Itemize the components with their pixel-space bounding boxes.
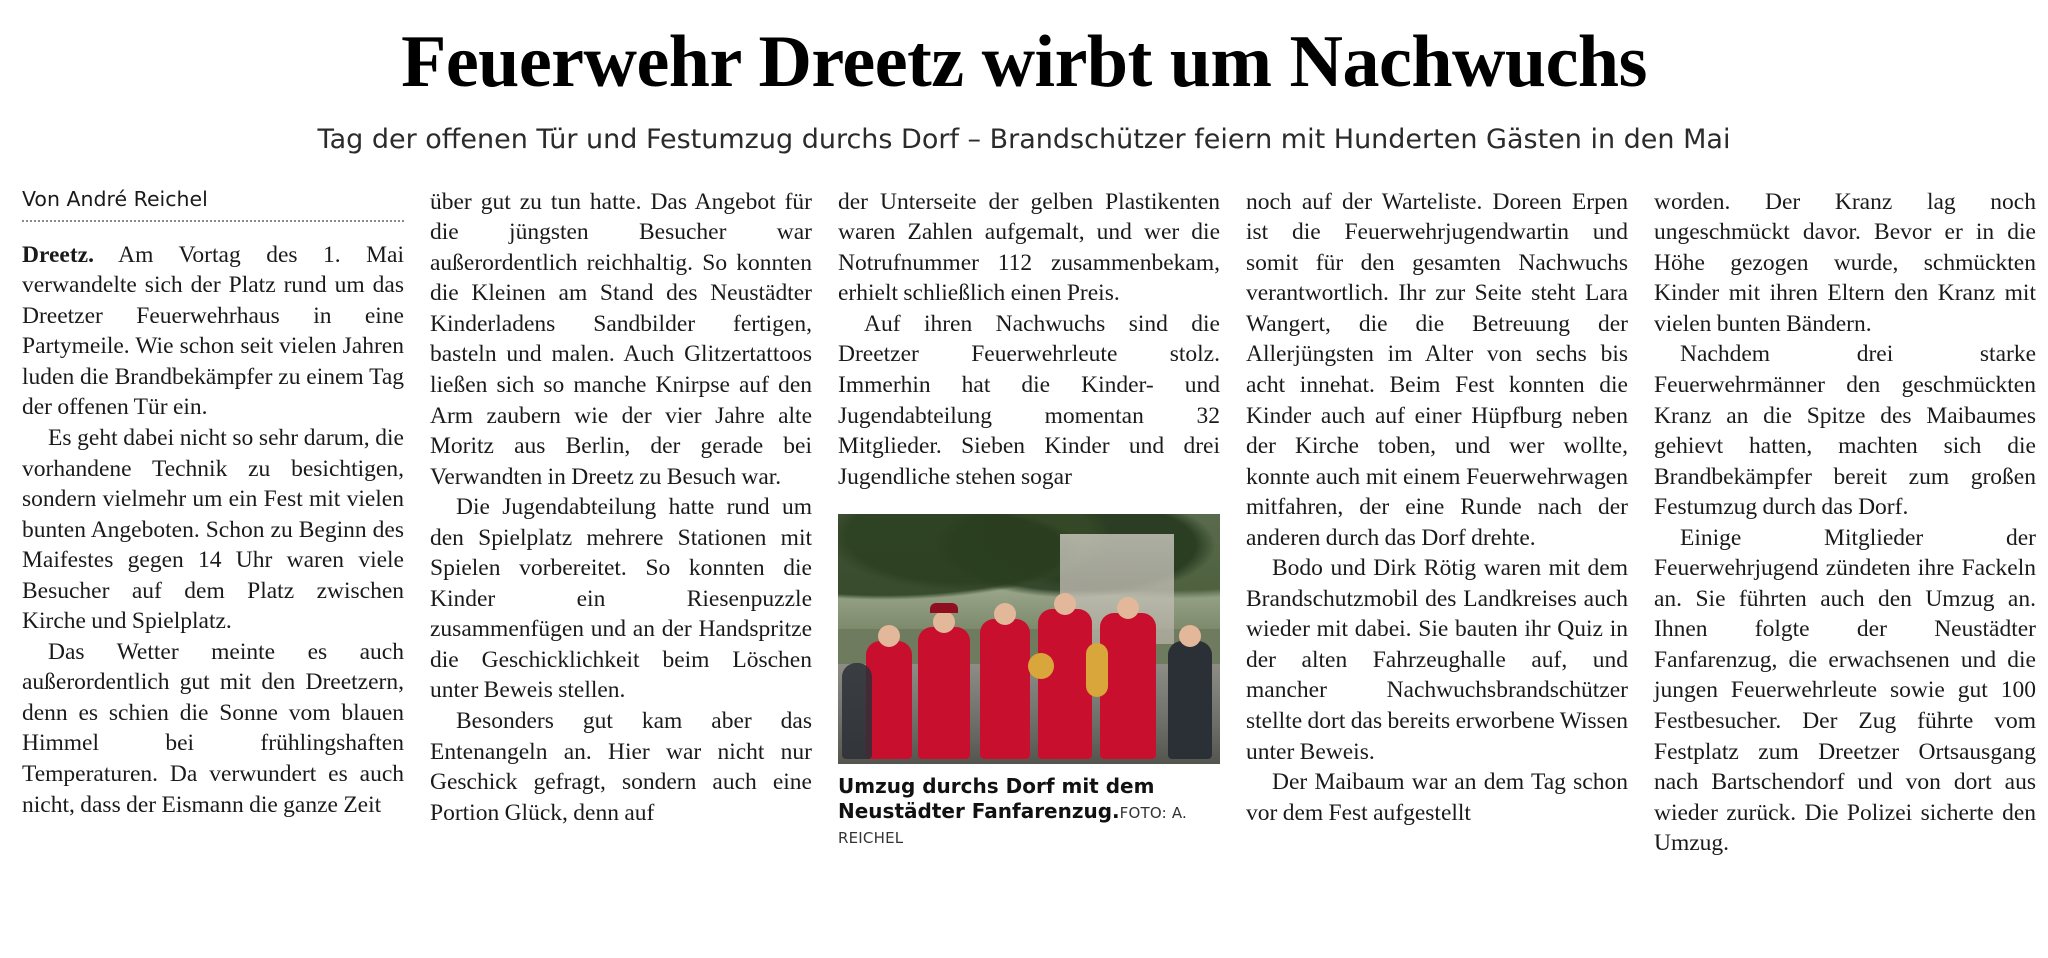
photo-figure xyxy=(842,663,872,759)
photo-figure xyxy=(1168,641,1212,759)
article-column-2 xyxy=(430,187,812,828)
paragraph: Nachdem drei starke Feuerwehrmänner den geschmückten Kranz an die Spitze des Maibaumes gehievt hatten, machten sich die Brandbekämpfer bereit zum großen Festumzug durch das Dorf. xyxy=(1654,341,2036,521)
article-photo xyxy=(838,514,1220,764)
figure-head-icon xyxy=(994,603,1016,625)
paragraph: worden. Der Kranz lag noch ungeschmückt davor. Bevor er in die Höhe gezogen wurde, schmückten Kinder mit ihren Eltern den Kranz mit vielen bunten Bändern. xyxy=(1654,188,2036,337)
figure-head-icon xyxy=(1117,597,1139,619)
paragraph: Das Wetter meinte es auch außerordentlich gut mit den Dreetzern, denn es schien die Sonne vom blauen Himmel bei frühlingshaften Temperaturen. Da verwundert es auch nicht, dass der Eismann die ganze Zeit xyxy=(22,638,404,818)
photo-figure xyxy=(866,641,912,759)
paragraph: Auf ihren Nachwuchs sind die Dreetzer Feuerwehrleute stolz. Immerhin hat die Kinder- und Jugendabteilung momentan 32 Mitglieder. Sieben Kinder und drei Jugendliche stehen sogar xyxy=(838,310,1220,490)
paragraph: Besonders gut kam aber das Entenangeln an. Hier war nicht nur Geschick gefragt, sondern auch eine Portion Glück, denn auf xyxy=(430,708,812,826)
article-column-5 xyxy=(1654,187,2036,859)
paragraph xyxy=(22,240,404,423)
photo-caption xyxy=(838,774,1220,849)
paragraph: Bodo und Dirk Rötig waren mit dem Brandschutzmobil des Landkreises auch wieder mit dabei. Sie bauten ihr Quiz in der alten Fahrzeughalle auf, und mancher Nachwuchsbrandschützer stellte dort das bereits erworbene Wissen unter Beweis. xyxy=(1246,555,1628,765)
paragraph: Es geht dabei nicht so sehr darum, die vorhandene Technik zu besichtigen, sondern vielmehr um ein Fest mit vielen bunten Angeboten. Schon zu Beginn des Maifestes gegen 14 Uhr waren viele Besucher auf dem Platz zwischen Kirche und Spielplatz. xyxy=(22,424,404,635)
article-column-3 xyxy=(838,187,1220,849)
figure-cap-icon xyxy=(930,603,958,613)
article-column-1 xyxy=(22,187,404,820)
paragraph: Einige Mitglieder der Feuerwehrjugend zündeten ihre Fackeln an. Sie führten auch den Umzug an. Ihnen folgte der Neustädter Fanfarenzug, die erwachsenen und die jungen Feuerwehrleute sowie gut 100 Festbesucher. Der Zug führte vom Festplatz zum Dreetzer Ortsausgang nach Bartschendorf und von dort aus wieder zurück. Die Polizei sicherte den Umzug. xyxy=(1654,524,2036,857)
paragraph: Die Jugendabteilung hatte rund um den Spielplatz mehrere Stationen mit Spielen vorbereitet. So konnten die Kinder ein Riesenpuzzle zusammenfügen und an der Handspritze die Geschicklichkeit beim Löschen unter Beweis stellen. xyxy=(430,494,812,704)
photo-figure xyxy=(1100,613,1156,759)
photo-figure xyxy=(980,619,1030,759)
photo-credit: FOTO: A. REICHEL xyxy=(838,804,1187,848)
article-photo-block xyxy=(838,514,1220,849)
saxophone-icon xyxy=(1086,643,1108,697)
paragraph: Der Maibaum war an dem Tag schon vor dem Fest aufgestellt xyxy=(1246,769,1628,826)
figure-head-icon xyxy=(933,611,955,633)
article-column-4 xyxy=(1246,187,1628,828)
article-columns xyxy=(22,186,2036,859)
figure-head-icon xyxy=(878,625,900,647)
photo-figure xyxy=(918,627,970,759)
paragraph: der Unterseite der gelben Plastikenten waren Zahlen aufgemalt, und wer die Notrufnummer 112 zusammenbekam, erhielt schließlich einen Preis. xyxy=(838,188,1220,307)
newspaper-article-page xyxy=(0,21,2048,958)
photo-caption-text: Umzug durchs Dorf mit dem Neustädter Fanfarenzug. xyxy=(838,774,1155,824)
page-title: Feuerwehr Dreetz wirbt um Nachwuchs xyxy=(401,21,1647,103)
figure-head-icon xyxy=(1179,625,1201,647)
trumpet-icon xyxy=(1028,653,1054,679)
photo-figure xyxy=(1038,609,1092,759)
paragraph: noch auf der Warteliste. Doreen Erpen ist die Feuerwehrjugendwartin und somit für den gesamten Nachwuchs verantwortlich. Ihr zur Seite steht Lara Wangert, die die Betreuung der Allerjüngsten im Alter von sechs bis acht innehat. Beim Fest konnten die Kinder auch auf einer Hüpfburg neben der Kirche toben, und wer wollte, konnte auch mit einem Feuerwehrwagen mitfahren, der eine Runde nach der anderen durch das Dorf drehte. xyxy=(1246,188,1628,551)
byline: Von André Reichel xyxy=(22,187,404,222)
article-subheadline: Tag der offenen Tür und Festumzug durchs Dorf – Brandschützer feiern mit Hunderten Gästen in den Mai xyxy=(317,123,1731,155)
figure-head-icon xyxy=(1054,593,1076,615)
paragraph: über gut zu tun hatte. Das Angebot für die jüngsten Besucher war außerordentlich reichhaltig. So konnten die Kleinen am Stand des Neustädter Kinderladens Sandbilder fertigen, basteln und malen. Auch Glitzertattoos ließen sich so manche Knirpse auf den Arm zaubern wie der vier Jahre alte Moritz aus Berlin, der gerade bei Verwandten in Dreetz zu Besuch war. xyxy=(430,188,812,490)
paragraph-text: Am Vortag des 1. Mai verwandelte sich der Platz rund um das Dreetzer Feuerwehrhaus in eine Partymeile. Wie schon seit vielen Jahren luden die Brandbekämpfer zu einem Tag der offenen Tür ein. xyxy=(22,241,404,421)
dateline: Dreetz. xyxy=(22,241,94,268)
